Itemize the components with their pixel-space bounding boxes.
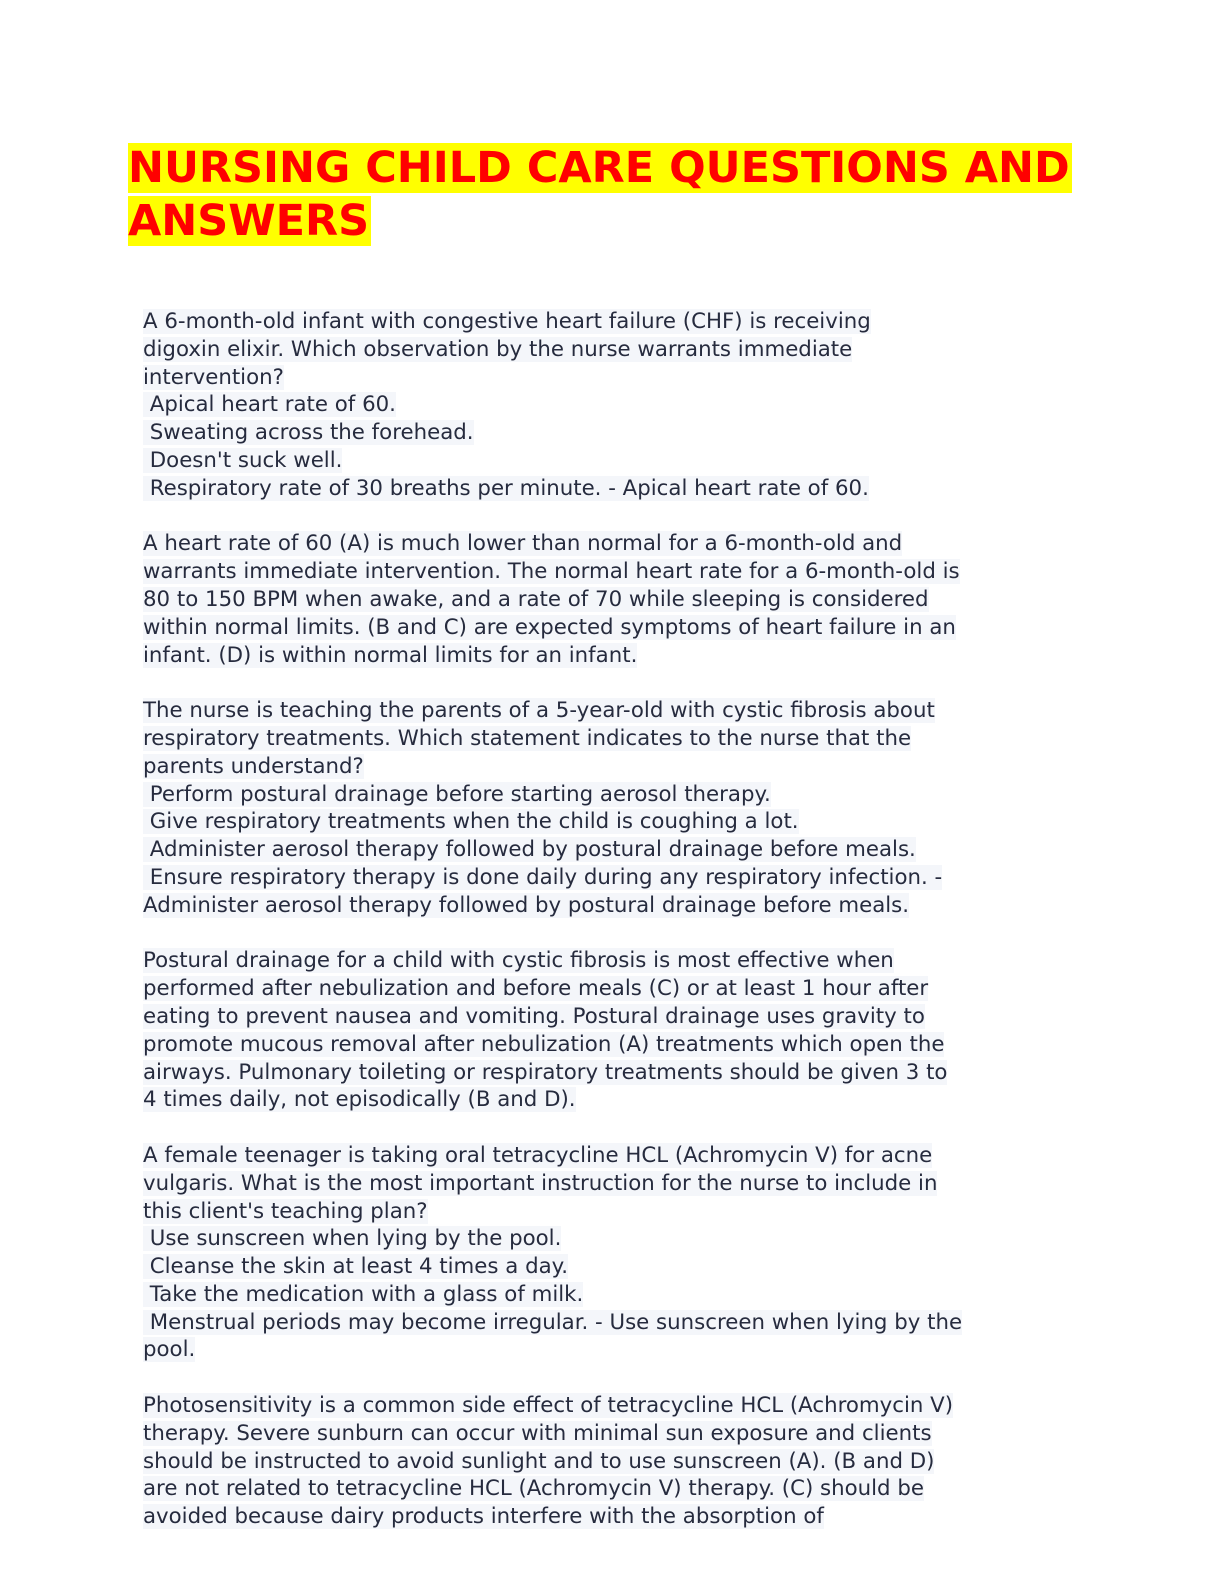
answer-option: Perform postural drainage before starting aerosol therapy.	[143, 781, 771, 807]
text-line: vulgaris. What is the most important instruction for the nurse to include in	[143, 1170, 938, 1196]
answer-option: Ensure respiratory therapy is done daily during any respiratory infection. -	[143, 864, 943, 890]
text-line: this client's teaching plan?	[143, 1198, 428, 1224]
rationale-3	[143, 1392, 1083, 1531]
answer-option: Cleanse the skin at least 4 times a day.	[143, 1254, 568, 1280]
text-line: performed after nebulization and before meals (C) or at least 1 hour after	[143, 976, 929, 1002]
text-line: infant. (D) is within normal limits for an infant.	[143, 642, 638, 668]
text-line: eating to prevent nausea and vomiting. Postural drainage uses gravity to	[143, 1003, 925, 1029]
text-line: A heart rate of 60 (A) is much lower than normal for a 6-month-old and	[143, 531, 903, 557]
text-line: Photosensitivity is a common side effect of tetracycline HCL (Achromycin V)	[143, 1393, 954, 1419]
text-line: avoided because dairy products interfere with the absorption of	[143, 1504, 824, 1530]
text-line: The nurse is teaching the parents of a 5-year-old with cystic fibrosis about	[143, 698, 935, 724]
text-line: airways. Pulmonary toileting or respiratory treatments should be given 3 to	[143, 1059, 948, 1085]
paragraph-gap	[143, 669, 1083, 697]
question-1	[143, 308, 1083, 503]
text-line: 4 times daily, not episodically (B and D).	[143, 1087, 576, 1113]
document-body	[143, 308, 1083, 1531]
text-line: Postural drainage for a child with cystic fibrosis is most effective when	[143, 948, 894, 974]
text-line: warrants immediate intervention. The normal heart rate for a 6-month-old is	[143, 559, 960, 585]
text-line: parents understand?	[143, 753, 364, 779]
text-line: should be instructed to avoid sunlight and to use sunscreen (A). (B and D)	[143, 1448, 935, 1474]
answer-option: Menstrual periods may become irregular. - Use sunscreen when lying by the	[143, 1309, 963, 1335]
paragraph-gap	[143, 1364, 1083, 1392]
text-line: respiratory treatments. Which statement indicates to the nurse that the	[143, 725, 912, 751]
rationale-2	[143, 947, 1083, 1114]
text-line: therapy. Severe sunburn can occur with minimal sun exposure and clients	[143, 1420, 932, 1446]
paragraph-gap	[143, 920, 1083, 948]
text-line: 80 to 150 BPM when awake, and a rate of 70 while sleeping is considered	[143, 586, 929, 612]
answer-option: Use sunscreen when lying by the pool.	[143, 1226, 562, 1252]
rationale-1	[143, 530, 1083, 669]
text-line: within normal limits. (B and C) are expected symptoms of heart failure in an	[143, 614, 956, 640]
question-2	[143, 697, 1083, 919]
text-line: promote mucous removal after nebulization (A) treatments which open the	[143, 1031, 945, 1057]
text-line: intervention?	[143, 364, 284, 390]
title-line-2: ANSWERS	[128, 196, 370, 246]
answer-option: Administer aerosol therapy followed by postural drainage before meals.	[143, 837, 916, 863]
answer-option: Doesn't suck well.	[143, 447, 343, 473]
title-line-1: NURSING CHILD CARE QUESTIONS AND	[128, 143, 1070, 193]
text-line: pool.	[143, 1337, 196, 1363]
answer-option: Apical heart rate of 60.	[143, 392, 396, 418]
text-line: are not related to tetracycline HCL (Achromycin V) therapy. (C) should be	[143, 1476, 924, 1502]
text-line: A 6-month-old infant with congestive heart failure (CHF) is receiving	[143, 309, 871, 334]
paragraph-gap	[143, 503, 1083, 531]
text-line: digoxin elixir. Which observation by the nurse warrants immediate	[143, 336, 853, 362]
answer-option: Respiratory rate of 30 breaths per minute. - Apical heart rate of 60.	[143, 475, 869, 501]
text-line: A female teenager is taking oral tetracycline HCL (Achromycin V) for acne	[143, 1142, 933, 1168]
paragraph-gap	[143, 1114, 1083, 1142]
document-title	[128, 142, 1098, 248]
text-line: Administer aerosol therapy followed by postural drainage before meals.	[143, 892, 910, 918]
question-3	[143, 1142, 1083, 1364]
answer-option: Sweating across the forehead.	[143, 420, 474, 446]
answer-option: Take the medication with a glass of milk.	[143, 1281, 584, 1307]
answer-option: Give respiratory treatments when the child is coughing a lot.	[143, 809, 799, 835]
